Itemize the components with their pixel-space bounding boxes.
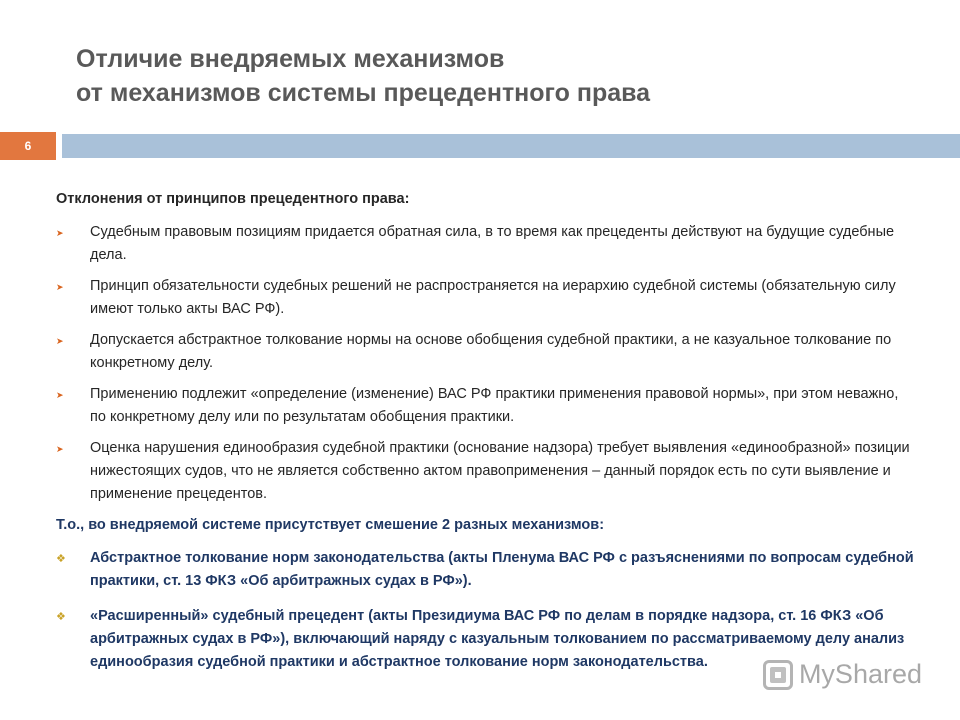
arrow-bullet-icon: ➤ xyxy=(56,390,64,400)
list-item xyxy=(56,221,916,267)
diamond-bullet-icon: ❖ xyxy=(56,611,66,623)
arrow-bullet-icon: ➤ xyxy=(56,336,64,346)
list-item xyxy=(56,329,916,375)
watermark-text: MyShared xyxy=(798,659,922,689)
diamond-bullet-icon: ❖ xyxy=(56,553,66,565)
list-item xyxy=(56,547,916,593)
list-item-text: Оценка нарушения единообразия судебной практики (основание надзора) требует выявления «единообразной» позиции нижестоящих судов, что не является собственно актом правоприменения – данный порядок есть по сути выявление и применение прецедентов. xyxy=(90,440,910,502)
arrow-bullet-icon: ➤ xyxy=(56,228,64,238)
slide-content xyxy=(56,188,916,686)
watermark xyxy=(763,659,922,690)
myshared-logo-icon xyxy=(763,660,793,690)
slide-title-line-2: от механизмов системы прецедентного права xyxy=(76,79,651,107)
list-item-text: Применению подлежит «определение (изменение) ВАС РФ практики применения правовой нормы», при этом неважно, по конкретному делу или по результатам обобщения практики. xyxy=(90,386,899,425)
header-rule xyxy=(62,134,960,158)
arrow-bullet-icon: ➤ xyxy=(56,444,64,454)
slide-title-line-1: Отличие внедряемых механизмов xyxy=(76,45,505,73)
list-item-text: Допускается абстрактное толкование нормы на основе обобщения судебной практики, а не казуальное толкование по конкретному делу. xyxy=(90,332,892,371)
section-heading: Отклонения от принципов прецедентного права: xyxy=(56,191,410,207)
deviation-list xyxy=(56,221,916,506)
list-item-text: Судебным правовым позициям придается обратная сила, в то время как прецеденты действуют на будущие судебные дела. xyxy=(90,224,895,263)
list-item-text: Абстрактное толкование норм законодательства (акты Пленума ВАС РФ с разъяснениями по вопросам судебной практики, ст. 13 ФКЗ «Об арбитражных судах в РФ»). xyxy=(90,550,914,589)
arrow-bullet-icon: ➤ xyxy=(56,282,64,292)
list-item-text: «Расширенный» судебный прецедент (акты Президиума ВАС РФ по делам в порядке надзора, ст. 16 ФКЗ «Об арбитражных судах в РФ»), включающий наряду с казуальным толкованием по рассматриваемому делу анализ единообразия судебной практики и абстрактное толкование норм законодательства. xyxy=(90,608,905,670)
list-item xyxy=(56,275,916,321)
slide-number-badge: 6 xyxy=(0,132,56,160)
summary-text: Т.о., во внедряемой системе присутствует смешение 2 разных механизмов: xyxy=(56,517,605,533)
mechanism-list xyxy=(56,547,916,674)
slide-title xyxy=(76,42,936,110)
list-item-text: Принцип обязательности судебных решений не распространяется на иерархию судебной системы (обязательную силу имеют только акты ВАС РФ). xyxy=(90,278,896,317)
list-item xyxy=(56,383,916,429)
list-item xyxy=(56,437,916,506)
